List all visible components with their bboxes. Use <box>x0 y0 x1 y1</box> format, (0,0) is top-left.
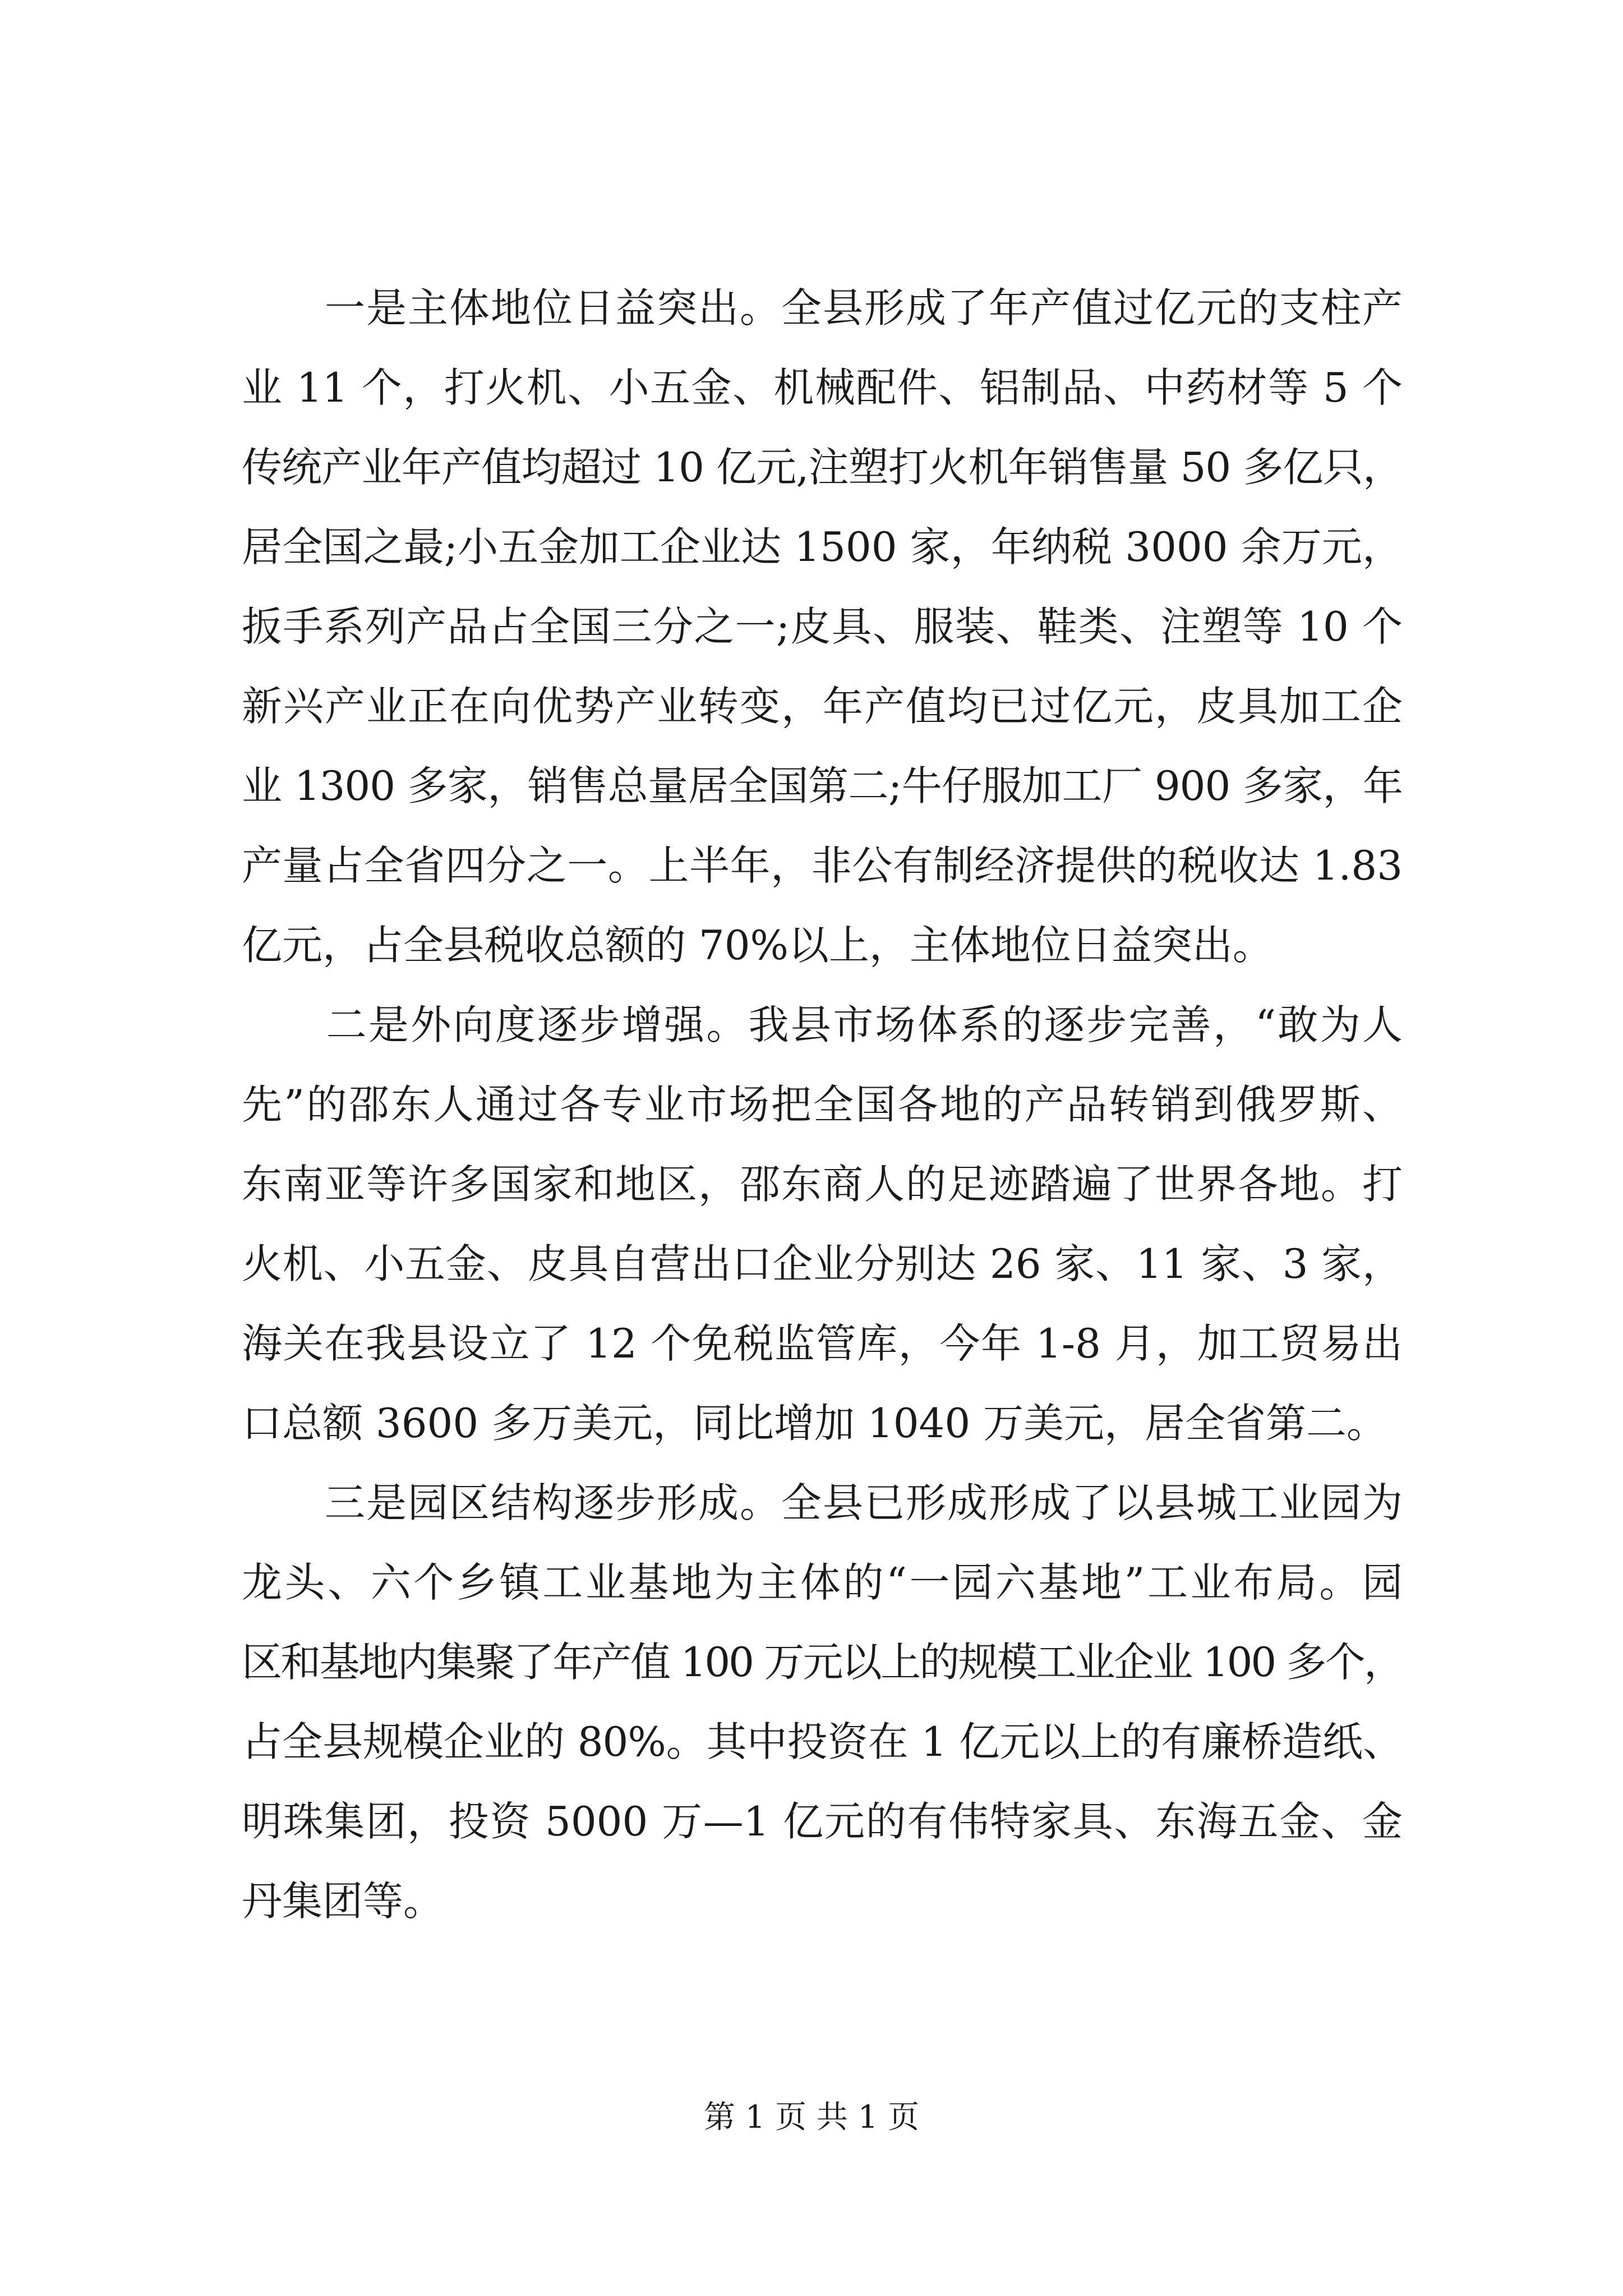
paragraph-2-line-6: 口总额 3600 多万美元，同比增加 1040 万美元，居全省第二。 <box>242 1400 1387 1447</box>
paragraph-2-line-4: 火机、小五金、皮具自营出口企业分别达 26 家、11 家、3 家， <box>242 1240 1403 1287</box>
paragraph-2-line-3: 东南亚等许多国家和地区，邵东商人的足迹踏遍了世界各地。打 <box>242 1161 1403 1208</box>
paragraph-1-line-6: 新兴产业正在向优势产业转变，年产值均已过亿元，皮具加工企 <box>242 683 1403 730</box>
paragraph-2-line-2: 先”的邵东人通过各专业市场把全国各地的产品转销到俄罗斯、 <box>242 1081 1403 1128</box>
paragraph-3-line-5: 明珠集团，投资 5000 万—1 亿元的有伟特家具、东海五金、金 <box>242 1798 1403 1845</box>
page-footer: 第 1 页 共 1 页 <box>703 2099 920 2136</box>
document-body <box>242 268 1403 1941</box>
paragraph-3-line-3: 区和基地内集聚了年产值 100 万元以上的规模工业企业 100 多个， <box>242 1639 1403 1686</box>
paragraph-2-line-1: 二是外向度逐步增强。我县市场体系的逐步完善，“敢为人 <box>242 1001 1403 1048</box>
paragraph-1-line-8: 产量占全省四分之一。上半年，非公有制经济提供的税收达 1.83 <box>242 842 1403 889</box>
paragraph-1-line-4: 居全国之最;小五金加工企业达 1500 家，年纳税 3000 余万元， <box>242 523 1403 570</box>
paragraph-3-line-1: 三是园区结构逐步形成。全县已形成形成了以县城工业园为 <box>242 1479 1403 1526</box>
paragraph-1-line-9: 亿元，占全县税收总额的 70%以上，主体地位日益突出。 <box>242 922 1273 969</box>
paragraph-1-line-7: 业 1300 多家，销售总量居全国第二;牛仔服加工厂 900 多家，年 <box>242 762 1403 809</box>
paragraph-1-line-3: 传统产业年产值均超过 10 亿元,注塑打火机年销售量 50 多亿只， <box>242 444 1403 491</box>
paragraph-1-line-2: 业 11 个，打火机、小五金、机械配件、铝制品、中药材等 5 个 <box>242 364 1403 411</box>
paragraph-2-line-5: 海关在我县设立了 12 个免税监管库，今年 1-8 月，加工贸易出 <box>242 1320 1403 1367</box>
paragraph-3-line-4: 占全县规模企业的 80%。其中投资在 1 亿元以上的有廉桥造纸、 <box>242 1718 1403 1765</box>
paragraph-1-line-5: 扳手系列产品占全国三分之一;皮具、服装、鞋类、注塑等 10 个 <box>242 603 1403 650</box>
paragraph-3-line-6: 丹集团等。 <box>242 1878 444 1925</box>
paragraph-3-line-2: 龙头、六个乡镇工业基地为主体的“一园六基地”工业布局。园 <box>242 1559 1403 1606</box>
paragraph-1-line-1: 一是主体地位日益突出。全县形成了年产值过亿元的支柱产 <box>242 284 1403 332</box>
